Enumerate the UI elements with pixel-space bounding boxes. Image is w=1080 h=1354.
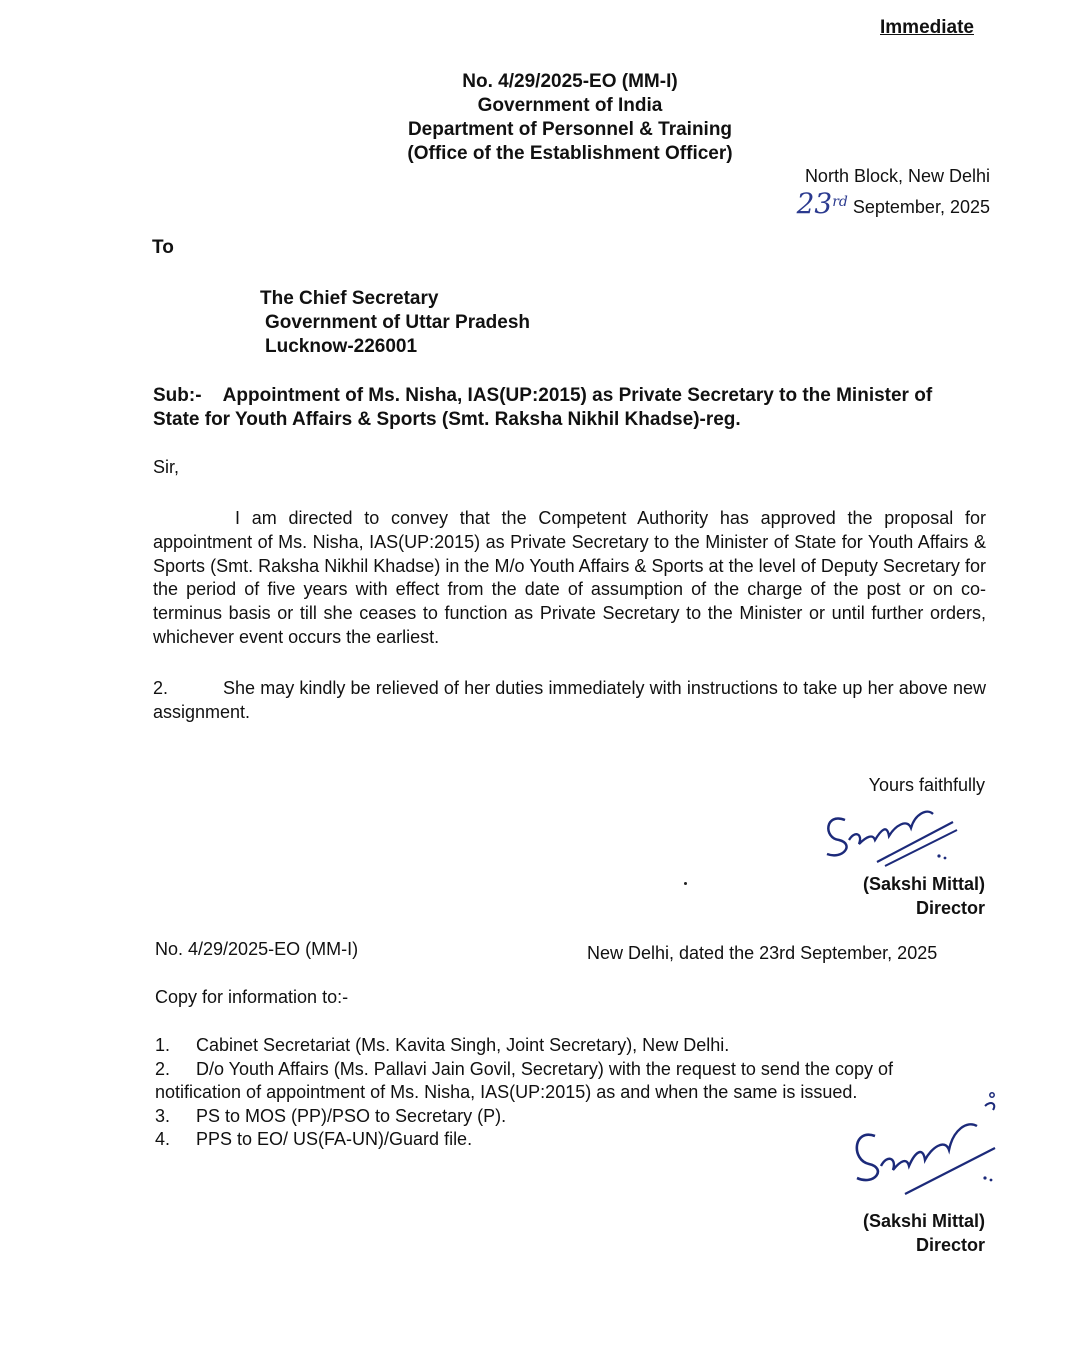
file-number: No. 4/29/2025-EO (MM-I) <box>462 71 678 92</box>
signatory-block-2 <box>780 1209 985 1257</box>
subject-line-2: State for Youth Affairs & Sports (Smt. Raksha Nikhil Khadse)-reg. <box>153 409 741 430</box>
office-name: (Office of the Establishment Officer) <box>407 143 733 164</box>
priority-label: Immediate <box>880 17 974 38</box>
addressee-block <box>260 287 660 359</box>
place-date <box>700 164 990 219</box>
list-item: 4. PPS to EO/ US(FA-UN)/Guard file. <box>155 1129 473 1149</box>
body-paragraph-2 <box>153 677 986 725</box>
list-item: 1. Cabinet Secretariat (Ms. Kavita Singh, Joint Secretary), New Delhi. <box>155 1035 730 1055</box>
list-item: notification of appointment of Ms. Nisha, IAS(UP:2015) as and when the same is issued. <box>155 1082 858 1102</box>
list-item: 3. PS to MOS (PP)/PSO to Secretary (P). <box>155 1105 507 1126</box>
addressee-city: Lucknow-226001 <box>265 336 418 357</box>
signatory-designation: Director <box>915 1235 985 1255</box>
to-label: To <box>152 237 174 258</box>
copy-heading: Copy for information to:- <box>155 987 349 1007</box>
paragraph-number: 2. <box>153 678 169 698</box>
signatory-name: (Sakshi Mittal) <box>862 874 985 894</box>
copy-file-number: No. 4/29/2025-EO (MM-I) <box>155 939 359 959</box>
signature-image <box>815 800 965 872</box>
handwritten-day: 23 <box>796 187 833 220</box>
signature-image-2 <box>845 1090 1005 1200</box>
signatory-name: (Sakshi Mittal) <box>862 1211 985 1231</box>
signatory-block <box>780 872 985 920</box>
paragraph-2-text: She may kindly be relieved of her duties immediately with instructions to take up her above new assignment. <box>153 678 986 722</box>
signatory-designation: Director <box>915 898 985 918</box>
government-name: Government of India <box>477 95 663 116</box>
department-name: Department of Personnel & Training <box>407 119 733 140</box>
subject <box>153 384 993 432</box>
addressee-govt: Government of Uttar Pradesh <box>265 312 530 333</box>
handwritten-day-suffix: rd <box>832 194 848 210</box>
closing: Yours faithfully <box>868 775 985 795</box>
letterhead <box>340 70 800 166</box>
place: North Block, New Delhi <box>804 166 990 186</box>
scan-speck <box>684 882 687 885</box>
month-year: September, 2025 <box>852 197 990 217</box>
copy-date: New Delhi, dated the 23rd September, 2025 <box>587 943 938 963</box>
salutation: Sir, <box>153 457 180 477</box>
addressee-title: The Chief Secretary <box>260 288 439 309</box>
subject-label: Sub:- <box>153 385 202 406</box>
list-item: 2. D/o Youth Affairs (Ms. Pallavi Jain Govil, Secretary) with the request to send the copy of <box>155 1058 894 1079</box>
subject-line-1: Appointment of Ms. Nisha, IAS(UP:2015) as Private Secretary to the Minister of <box>222 385 933 406</box>
body-paragraph-1: I am directed to convey that the Competent Authority has approved the proposal for appointment of Ms. Nisha, IAS(UP:2015) as Private Secretary to the Minister of State for Youth Affairs & Sports (Smt. Raksha Nikhil Khadse) in the M/o Youth Affairs & Sports at the level of Deputy Secretary for the period of five years with effect from the date of assumption of the charge of the post or on co-terminus basis or till she ceases to function as Private Secretary to the Minister or until further orders, whichever event occurs the earliest. <box>153 508 986 647</box>
